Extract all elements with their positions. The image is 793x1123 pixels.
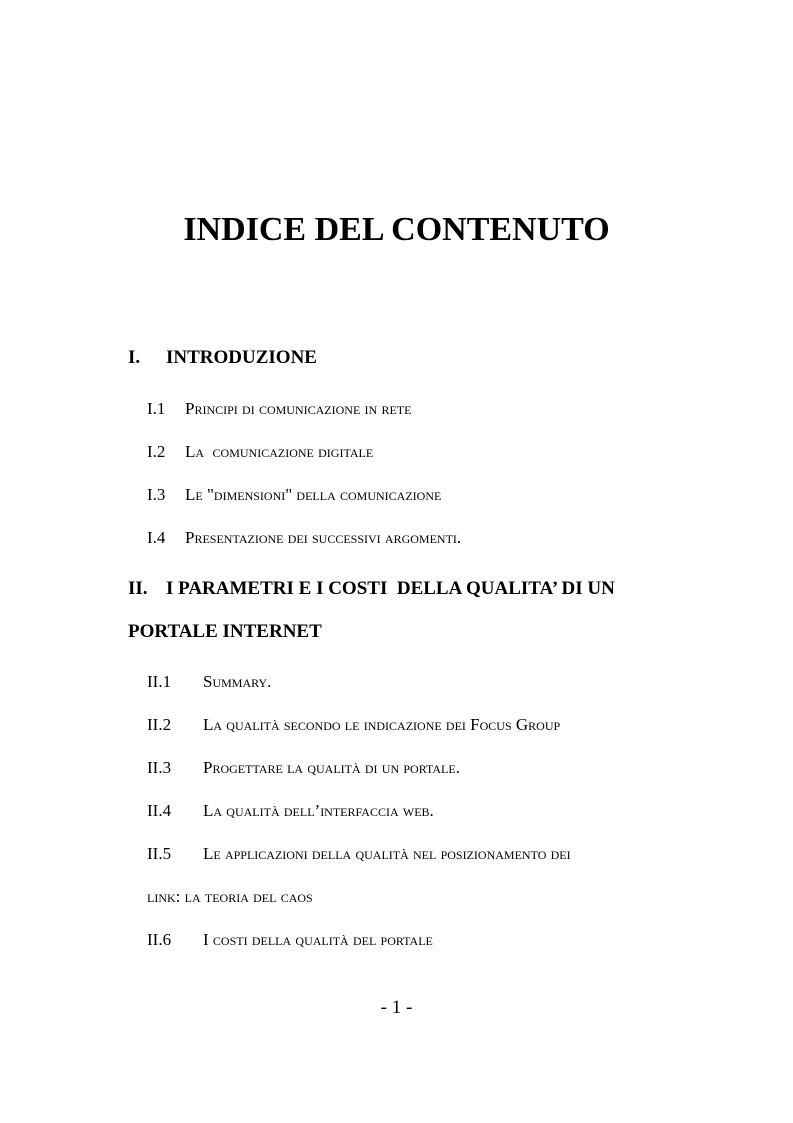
toc-entry-text: La comunicazione digitale <box>185 442 374 461</box>
toc-entry-1-4 <box>147 527 461 549</box>
toc-entry-text: Progettare la qualità di un portale. <box>203 758 460 777</box>
toc-entry-number: II.3 <box>147 758 172 777</box>
toc-entry-text: Le "dimensioni" della comunicazione <box>185 485 442 504</box>
toc-entry-number: I.1 <box>147 399 166 418</box>
toc-entry-2-5 <box>147 843 571 865</box>
toc-entry-text: Presentazione dei successivi argomenti. <box>185 528 462 547</box>
toc-entry-number: II.6 <box>147 930 172 949</box>
toc-entry-number: II.2 <box>147 715 172 734</box>
chapter-1-heading <box>128 346 317 370</box>
toc-entry-1-3 <box>147 484 441 506</box>
chapter-2-heading <box>128 577 615 601</box>
chapter-1-number: I. <box>128 347 141 368</box>
toc-entry-number: II.5 <box>147 844 172 863</box>
toc-entry-number: II.4 <box>147 801 172 820</box>
chapter-2-title-line2: PORTALE INTERNET <box>128 621 322 642</box>
toc-entry-2-5-continuation: link: la teoria del caos <box>147 887 313 906</box>
toc-entry-number: I.2 <box>147 442 166 461</box>
toc-entry-2-1 <box>147 671 271 693</box>
toc-entry-number: II.1 <box>147 672 172 691</box>
toc-entry-text: Principi di comunicazione in rete <box>185 399 412 418</box>
toc-entry-text: Le applicazioni della qualità nel posizionamento dei <box>203 844 571 863</box>
page-number: - 1 - <box>380 997 413 1018</box>
chapter-2-number: II. <box>128 578 148 599</box>
toc-entry-2-2 <box>147 714 560 736</box>
toc-entry-2-3 <box>147 757 460 779</box>
chapter-2-title-line1: I PARAMETRI E I COSTI DELLA QUALITA’ DI UN <box>166 578 615 599</box>
toc-entry-number: I.4 <box>147 528 166 547</box>
toc-entry-text: La qualità secondo le indicazione dei Focus Group <box>203 715 561 734</box>
toc-entry-1-1 <box>147 398 411 420</box>
toc-entry-text: Summary. <box>203 672 272 691</box>
toc-entry-text: La qualità dell’interfaccia web. <box>203 801 434 820</box>
page-title: INDICE DEL CONTENUTO <box>183 211 610 248</box>
chapter-1-title: INTRODUZIONE <box>166 347 317 368</box>
toc-entry-number: I.3 <box>147 485 166 504</box>
toc-entry-2-6 <box>147 929 433 951</box>
toc-entry-2-4 <box>147 800 434 822</box>
toc-entry-1-2 <box>147 441 373 463</box>
toc-entry-text: I costi della qualità del portale <box>203 930 433 949</box>
